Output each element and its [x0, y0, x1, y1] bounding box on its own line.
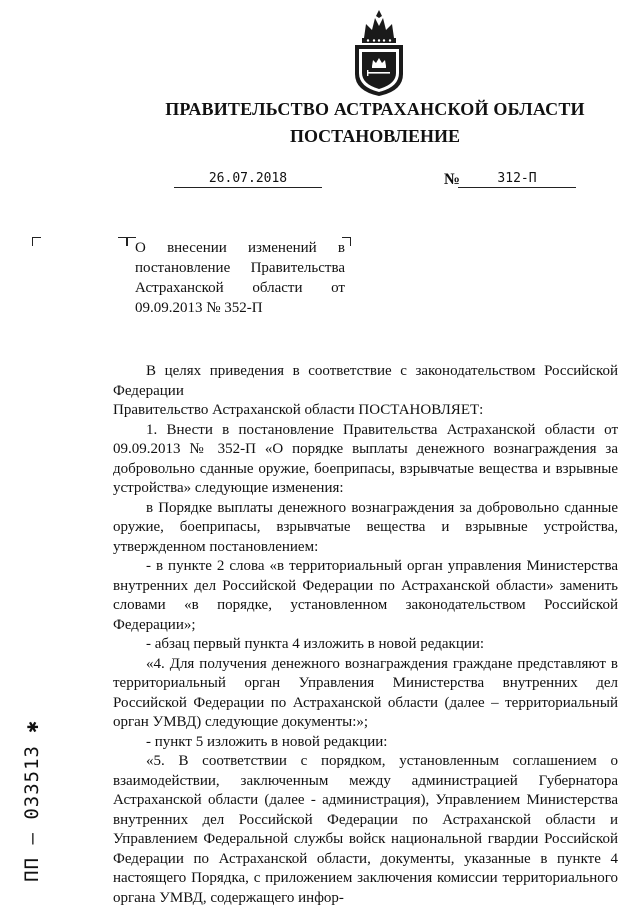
corner-bracket-mark [32, 237, 41, 246]
astrakhan-coat-of-arms-icon [346, 8, 412, 98]
paragraph-resolves: Правительство Астраханской области ПОСТАНОВЛЯЕТ: [113, 402, 484, 418]
paragraph-clause-2: - в пункте 2 слова «в территориальный орган управления Министерства внутренних дел Российской Федерации по Астраханской области» заменить словами «в порядке, установленном законодательством Российской Федерации»; [113, 558, 618, 633]
document-body [113, 362, 618, 908]
side-code-text: ПП – 033513 ✱ [21, 720, 43, 882]
document-number: 312-П [458, 171, 576, 188]
government-title: ПРАВИТЕЛЬСТВО АСТРАХАНСКОЙ ОБЛАСТИ [165, 99, 585, 119]
paragraph-item-1: 1. Внести в постановление Правительства Астраханской области от 09.09.2013 № 352-П «О порядке выплаты денежного вознаграждения за добровольно сданные оружие, боеприпасы, взрывчатые вещества и взрывные устройства» следующие изменения: [113, 421, 618, 496]
paragraph-clause-5-text: «5. В соответствии с порядком, установленным соглашением о взаимодействии, заключенным между администрацией Губернатора Астраханской области (далее - администрация), Управлением Министерства внутренних дел Российской Федерации по Астраханской области и Управлением Федеральной службы войск национальной гвардии Российской Федерации по Астраханской области, документы, указанные в пункте 4 настоящего Порядка, с приложением заключения комиссии территориального органа УМВД, содержащего инфор- [113, 753, 618, 906]
corner-bracket-mark [118, 237, 127, 246]
side-registration-code [16, 706, 48, 896]
document-subject: О внесении изменений в постановление Правительства Астраханской области от 09.09.2013 № 352-П [135, 240, 345, 316]
document-type-title: ПОСТАНОВЛЕНИЕ [289, 126, 461, 146]
paragraph-clause-4-intro: - абзац первый пункта 4 изложить в новой редакции: [146, 636, 485, 652]
paragraph-procedure: в Порядке выплаты денежного вознаграждения за добровольно сданные оружие, боеприпасы, взрывчатые вещества и взрывные устройства, утвержденном постановлением: [113, 499, 618, 555]
paragraph-preamble: В целях приведения в соответствие с законодательством Российской Федерации [113, 363, 618, 399]
number-label: № [444, 171, 461, 188]
document-date: 26.07.2018 [174, 171, 322, 188]
paragraph-clause-5-intro: - пункт 5 изложить в новой редакции: [146, 733, 388, 750]
paragraph-clause-4-text: «4. Для получения денежного вознаграждения граждане представляют в территориальный орган Управления Министерства внутренних дел Российской Федерации по Астраханской области (далее – территориальный орган УМВД) следующие документы:»; [113, 655, 618, 730]
